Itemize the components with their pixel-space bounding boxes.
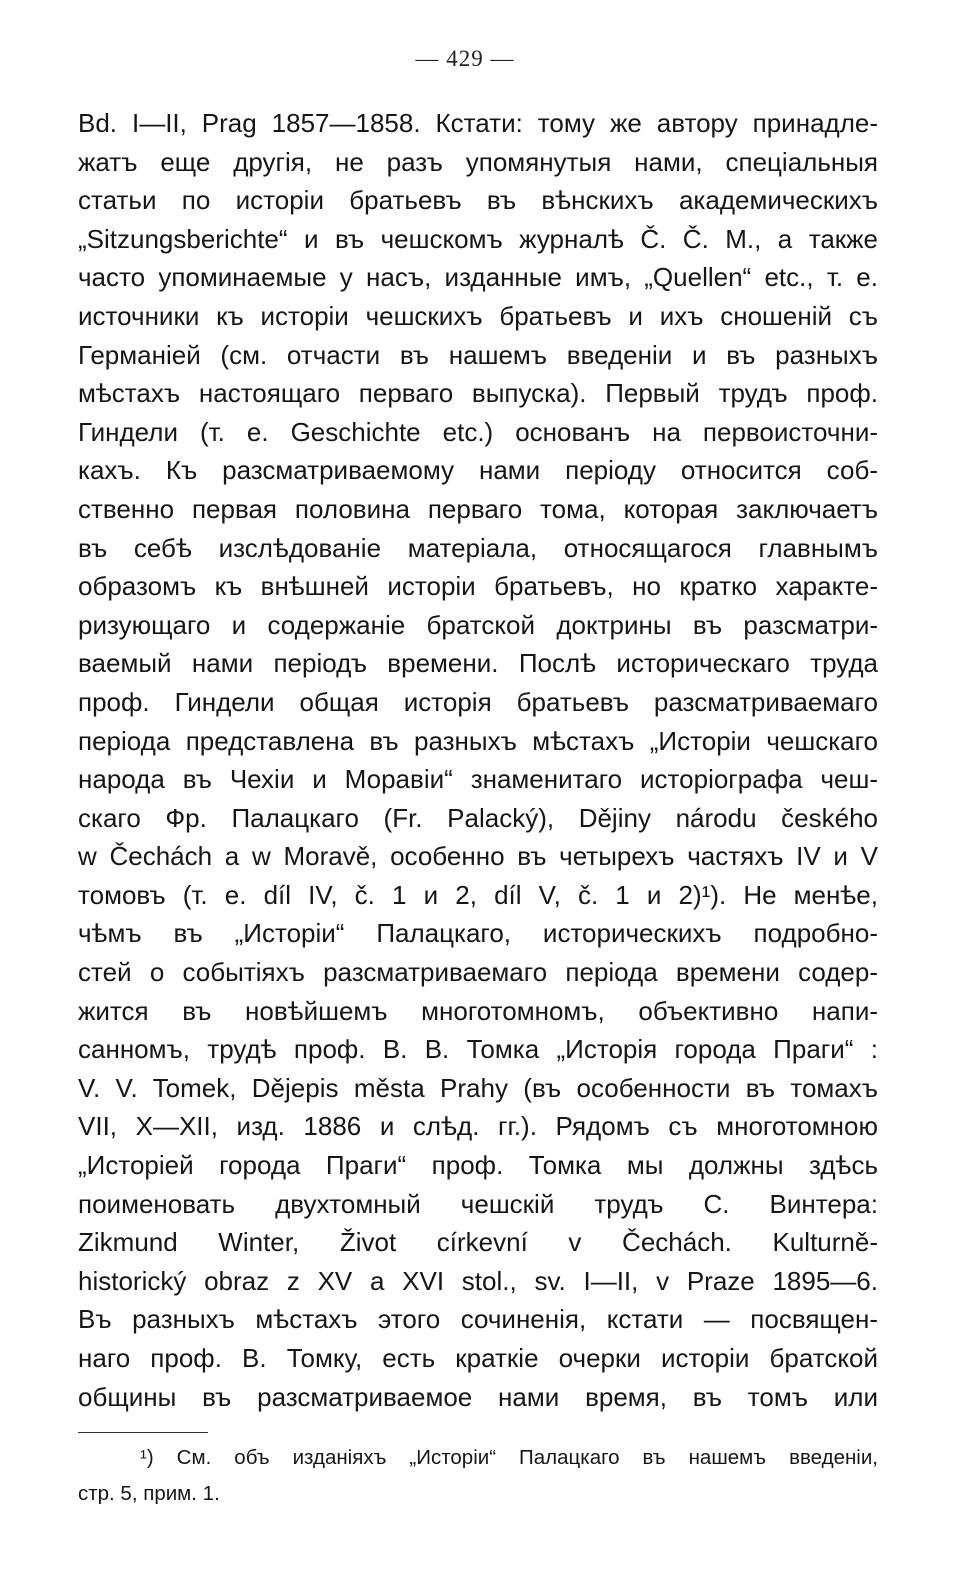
text-line: проф. Гиндели общая исторія братьевъ разсматриваемаго (78, 686, 878, 717)
text-line: стей о событіяхъ разсматриваемаго періода времени содер- (78, 957, 878, 988)
body-text (78, 104, 878, 1416)
text-line: жится въ новѣйшемъ многотомномъ, объективно напи- (78, 995, 878, 1026)
text-line: Bd. I—II, Prag 1857—1858. Кстати: тому же автору принадле- (78, 108, 878, 138)
text-line: образомъ къ внѣшней исторіи братьевъ, но кратко характе- (78, 571, 878, 602)
page-number: — 429 — (415, 46, 515, 71)
text-line: кахъ. Къ разсматриваемому нами періоду относится соб- (78, 455, 878, 486)
text-line: V. V. Tomek, Dějepis města Prahy (въ особенности въ томахъ (78, 1072, 878, 1103)
text-line: народа въ Чехіи и Моравіи“ знаменитаго исторіографа чеш- (78, 764, 878, 795)
text-line: скаго Фр. Палацкаго (Fr. Palacký), Dějiny národu českého (78, 802, 878, 833)
text-line: historický obraz z XV a XVI stol., sv. I—II, v Praze 1895—6. (78, 1265, 878, 1296)
text-line: ризующаго и содержаніе братской доктрины въ разсматри- (78, 609, 878, 640)
text-line: часто упоминаемые у насъ, изданные имъ, „Quellen“ etc., т. е. (78, 262, 878, 293)
text-line: Zikmund Winter, Život církevní v Čechách. Kulturně- (78, 1227, 878, 1258)
text-line: ственно первая половина перваго тома, которая заключаетъ (78, 493, 878, 524)
footnote-divider (78, 1432, 208, 1433)
text-line: Германіей (см. отчасти въ нашемъ введеніи и въ разныхъ (78, 339, 878, 370)
footnote-line: стр. 5, прим. 1. (78, 1482, 220, 1505)
text-line: источники къ исторіи чешскихъ братьевъ и ихъ сношеній съ (78, 300, 878, 331)
text-line: w Čechách a w Moravě, особенно въ четырехъ частяхъ IV и V (78, 841, 878, 872)
text-line: мѣстахъ настоящаго перваго выпуска). Первый трудъ проф. (78, 378, 878, 409)
text-line: общины въ разсматриваемое нами время, въ томъ или (78, 1381, 878, 1412)
text-line: санномъ, трудѣ проф. В. В. Томка „Исторія города Праги“ : (78, 1034, 878, 1065)
text-line: „Исторіей города Праги“ проф. Томка мы должны здѣсь (78, 1150, 878, 1181)
text-line: чѣмъ въ „Исторіи“ Палацкаго, историческихъ подробно- (78, 918, 878, 949)
text-line: Въ разныхъ мѣстахъ этого сочиненія, кстати — посвящен- (78, 1304, 878, 1335)
text-line: ваемый нами періодъ времени. Послѣ историческаго труда (78, 648, 878, 679)
text-line: томовъ (т. е. díl IV, č. 1 и 2, díl V, č. 1 и 2)¹). Не менѣе, (78, 879, 878, 910)
text-line: статьи по исторіи братьевъ въ вѣнскихъ академическихъ (78, 185, 878, 216)
text-line: въ себѣ изслѣдованіе матеріала, относящагося главнымъ (78, 532, 878, 563)
text-line: періода представлена въ разныхъ мѣстахъ „Исторіи чешскаго (78, 725, 878, 756)
footnote-line: ¹) См. объ изданіяхъ „Исторіи“ Палацкаго въ нашемъ введеніи, (140, 1446, 878, 1469)
text-line: „Sitzungsberichte“ и въ чешскомъ журналѣ Č. Č. M., а также (78, 223, 878, 254)
text-line: Гиндели (т. е. Geschichte etc.) основанъ на первоисточни- (78, 416, 878, 447)
text-line: наго проф. В. Томку, есть краткіе очерки исторіи братской (78, 1343, 878, 1373)
text-line: VII, X—XII, изд. 1886 и слѣд. гг.). Рядомъ съ многотомною (78, 1111, 878, 1142)
text-line: поименовать двухтомный чешскій трудъ С. Винтера: (78, 1188, 878, 1219)
footnote (78, 1440, 878, 1512)
text-line: жатъ еще другія, не разъ упомянутыя нами, спеціальныя (78, 146, 878, 177)
